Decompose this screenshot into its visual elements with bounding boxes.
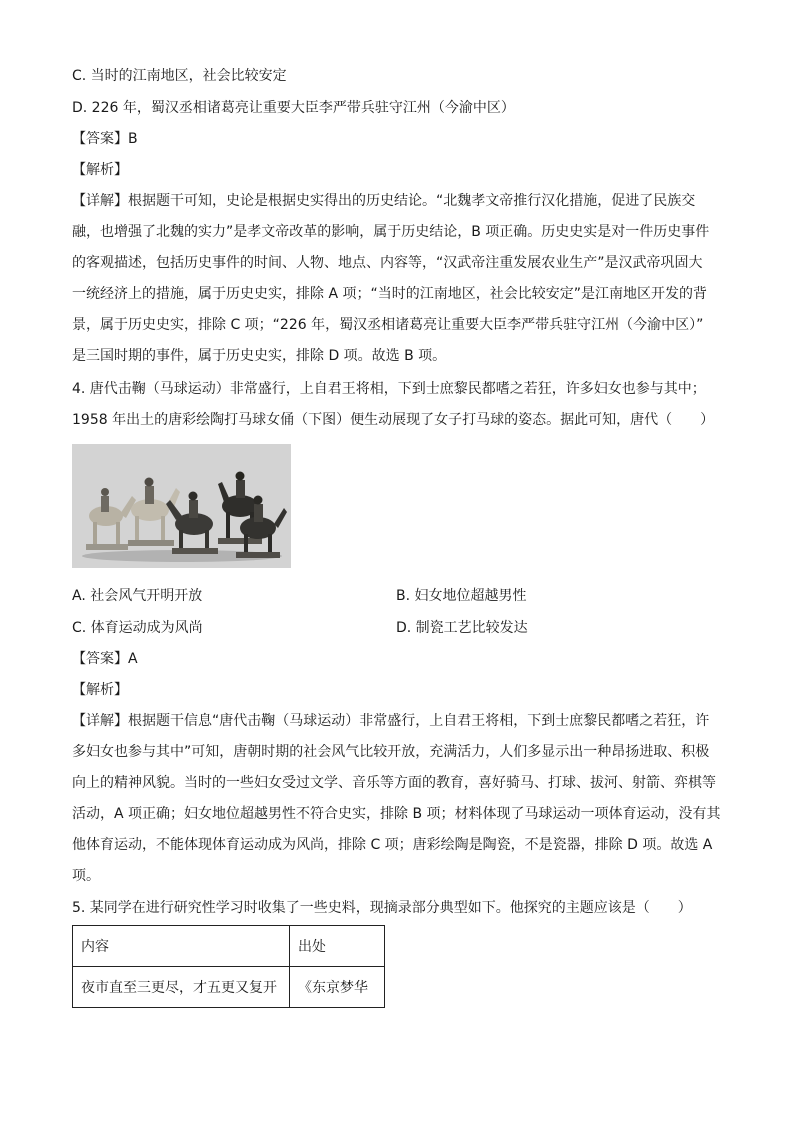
q4-option-b: B. 妇女地位超越男性 <box>396 588 527 604</box>
q3-answer: 【答案】B <box>72 131 138 147</box>
table-row <box>73 967 385 1008</box>
q3-detail-line: 融，也增强了北魏的实力”是孝文帝改革的影响，属于历史结论，B 项正确。历史史实是对一件历史事件 <box>72 224 710 240</box>
q4-stem-line: 1958 年出土的唐彩绘陶打马球女俑（下图）便生动展现了女子打马球的姿态。据此可知，唐代（ ） <box>72 412 715 428</box>
q3-detail-line: 是三国时期的事件，属于历史史实，排除 D 项。故选 B 项。 <box>72 348 447 364</box>
q3-detail-line: 【详解】根据题干可知，史论是根据史实得出的历史结论。“北魏孝文帝推行汉化措施，促进了民族交 <box>72 193 696 209</box>
table-header-row <box>73 926 385 967</box>
q4-stem-line: 4. 唐代击鞠（马球运动）非常盛行，上自君王将相，下到士庶黎民都嗜之若狂，许多妇女也参与其中； <box>72 381 706 397</box>
q3-detail-line: 景，属于历史史实，排除 C 项；“226 年，蜀汉丞相诸葛亮让重要大臣李严带兵驻守江州（今渝中区）” <box>72 317 704 333</box>
table-cell: 《东京梦华 <box>290 967 385 1008</box>
q3-detail <box>72 186 722 372</box>
q5-stem: 5. 某同学在进行研究性学习时收集了一些史料，现摘录部分典型如下。他探究的主题应该是（ ） <box>72 900 692 916</box>
q3-option-d: D. 226 年，蜀汉丞相诸葛亮让重要大臣李严带兵驻守江州（今渝中区） <box>72 100 515 116</box>
q3-option-c: C. 当时的江南地区，社会比较安定 <box>72 68 287 84</box>
q3-analysis-label: 【解析】 <box>72 162 128 178</box>
q4-option-c: C. 体育运动成为风尚 <box>72 620 203 636</box>
q4-stem <box>72 374 722 436</box>
q3-detail-line: 的客观描述，包括历史事件的时间、人物、地点、内容等，“汉武帝注重发展农业生产”是汉武帝巩固大 <box>72 255 703 271</box>
q5-source-table <box>72 925 385 1008</box>
q4-detail-line: 【详解】根据题干信息“唐代击鞠（马球运动）非常盛行，上自君王将相，下到士庶黎民都嗜之若狂，许 <box>72 713 710 729</box>
table-header-cell: 出处 <box>290 926 385 967</box>
q4-detail-line: 向上的精神风貌。当时的一些妇女受过文学、音乐等方面的教育，喜好骑马、打球、拔河、射箭、弈棋等 <box>72 775 716 791</box>
q4-detail-line: 项。 <box>72 868 100 884</box>
q4-analysis-label: 【解析】 <box>72 682 128 698</box>
q4-detail-line: 多妇女也参与其中”可知，唐朝时期的社会风气比较开放，充满活力，人们多显示出一种昂扬进取、积极 <box>72 744 710 760</box>
q4-option-d: D. 制瓷工艺比较发达 <box>396 620 528 636</box>
polo-figurines-illustration <box>72 444 291 568</box>
q4-answer: 【答案】A <box>72 651 138 667</box>
q4-option-a: A. 社会风气开明开放 <box>72 588 203 604</box>
table-header-cell: 内容 <box>73 926 290 967</box>
tang-polo-figurines-photo <box>72 444 291 568</box>
table-cell: 夜市直至三更尽，才五更又复开 <box>73 967 290 1008</box>
q4-detail-line: 他体育运动，不能体现体育运动成为风尚，排除 C 项；唐彩绘陶是陶瓷，不是瓷器，排除 D 项。故选 A <box>72 837 713 853</box>
q3-detail-line: 一统经济上的措施，属于历史史实，排除 A 项；“当时的江南地区，社会比较安定”是江南地区开发的背 <box>72 286 707 302</box>
q4-detail-line: 活动，A 项正确；妇女地位超越男性不符合史实，排除 B 项；材料体现了马球运动一项体育运动，没有其 <box>72 806 721 822</box>
q4-detail <box>72 706 722 892</box>
